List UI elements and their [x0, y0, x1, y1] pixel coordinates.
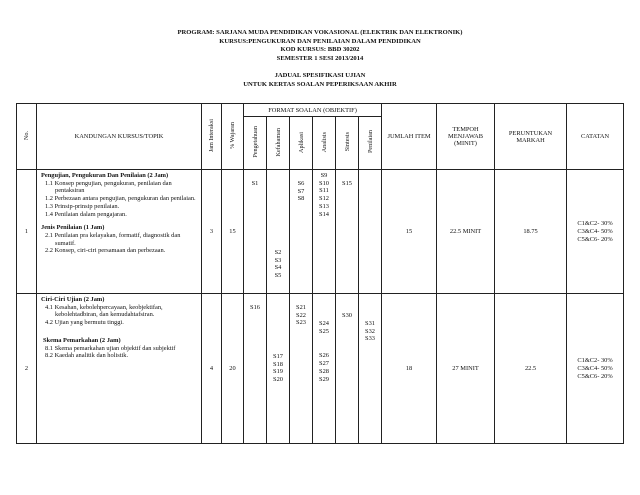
hours-value: 3 — [202, 170, 222, 294]
semester: SEMESTER 1 SESI 2013/2014 — [276, 54, 364, 62]
col-no: No. — [17, 104, 37, 170]
penilaian-items: S31 S32 S33 — [359, 294, 382, 444]
sintesis-items: S30 — [336, 294, 359, 444]
sintesis-items: S15 — [336, 170, 359, 294]
col-format: FORMAT SOALAN (OBJEKTIF) — [244, 104, 382, 117]
col-level-aplikasi: Aplikasi — [290, 117, 313, 170]
topic-item: 1.1 Konsep pengujian, pengukuran, penilaian dan pentaksiran — [45, 179, 172, 195]
col-level-pengetahuan: Pengetahuan — [244, 117, 267, 170]
topic-heading: Skema Pemarkahan (2 Jam) — [43, 336, 121, 344]
weight-value: 20 — [222, 294, 244, 444]
hours-value: 4 — [202, 294, 222, 444]
program-title: PROGRAM: SARJANA MUDA PENDIDIKAN VOKASIONAL (ELEKTRIK DAN ELEKTRONIK) — [177, 29, 463, 36]
course-title: KURSUS:PENGUKURAN DAN PENILAIAN DALAM PENDIDIKAN — [219, 37, 421, 45]
document-header — [0, 29, 640, 63]
weight-value: 15 — [222, 170, 244, 294]
table-subtitle: UNTUK KERTAS SOALAN PEPERIKSAAN AKHIR — [243, 80, 397, 88]
pengetahuan-items: S1 — [244, 170, 267, 294]
row-no: 1 — [17, 170, 37, 294]
topic-cell — [37, 294, 202, 444]
mark-allocation: 22.5 — [495, 294, 567, 444]
col-hours: Jam Interaksi — [202, 104, 222, 170]
topic-cell — [37, 170, 202, 294]
kefahaman-items: S17 S18 S19 S20 — [267, 294, 290, 444]
col-level-penilaian: Penilaian — [359, 117, 382, 170]
specification-table — [16, 103, 624, 444]
total-items: 18 — [382, 294, 437, 444]
aplikasi-items: S21 S22 S23 — [290, 294, 313, 444]
topic-item: 1.4 Penilaian dalam pengajaran. — [45, 210, 127, 218]
mark-allocation: 18.75 — [495, 170, 567, 294]
table-row — [17, 170, 624, 294]
table-row — [17, 294, 624, 444]
table-title: JADUAL SPESIFIKASI UJIAN — [274, 72, 366, 79]
col-weight: % Wajaran — [222, 104, 244, 170]
topic-item: 1.2 Perbezaan antara pengujian, pengukuran dan penilaian. — [45, 195, 196, 203]
answer-time: 27 MINIT — [437, 294, 495, 444]
course-code: KOD KURSUS: BBD 30202 — [280, 46, 360, 54]
col-level-kefahaman: Kefahaman — [267, 117, 290, 170]
row-no: 2 — [17, 294, 37, 444]
topic-item: 4.1 Kesahan, kebolehpercayaan, keobjektifan, kebolehtadbiran, dan kemudahtafsiran. — [45, 303, 163, 319]
topic-heading: Ciri-Ciri Ujian (2 Jam) — [41, 296, 105, 303]
topic-item: 8.1 Skema pemarkahan ujian objektif dan subjektif — [45, 344, 176, 352]
analisis-items: S9 S10 S11 S12 S13 S14 — [313, 170, 336, 294]
topic-item: 4.2 Ujian yang bermutu tinggi. — [45, 319, 124, 327]
topic-heading: Jenis Penilaian (1 Jam) — [41, 224, 105, 232]
kefahaman-items: S2 S3 S4 S5 — [267, 170, 290, 294]
col-level-sintesis: Sintesis — [336, 117, 359, 170]
col-total: JUMLAH ITEM — [382, 104, 437, 170]
topic-item: 2.1 Penilaian pra kelayakan, formatif, diagnostik dan sumatif. — [45, 231, 181, 247]
answer-time: 22.5 MINIT — [437, 170, 495, 294]
notes: C1&C2- 30% C3&C4- 50% C5&C6- 20% — [567, 170, 624, 294]
col-topic: KANDUNGAN KURSUS/TOPIK — [37, 104, 202, 170]
topic-heading: Pengujian, Pengukuran Dan Penilaian (2 Jam) — [41, 172, 169, 179]
table-title-block — [0, 72, 640, 89]
aplikasi-items: S6 S7 S8 — [290, 170, 313, 294]
notes: C1&C2- 30% C3&C4- 50% C5&C6- 20% — [567, 294, 624, 444]
col-level-analisis: Analisis — [313, 117, 336, 170]
total-items: 15 — [382, 170, 437, 294]
topic-item: 2.2 Konsep, ciri-ciri persamaan dan perbezaan. — [45, 247, 166, 255]
col-marks: PERUNTUKAN MARKAH — [495, 104, 567, 170]
col-notes: CATATAN — [567, 104, 624, 170]
pengetahuan-items: S16 — [244, 294, 267, 444]
topic-item: 1.3 Prinsip-prinsip penilaian. — [45, 202, 120, 210]
penilaian-items — [359, 170, 382, 294]
col-time: TEMPOH MENJAWAB (MINIT) — [437, 104, 495, 170]
topic-item: 8.2 Kaedah analitik dan holistik. — [45, 352, 129, 360]
analisis-items: S24 S25 S26 S27 S28 S29 — [313, 294, 336, 444]
